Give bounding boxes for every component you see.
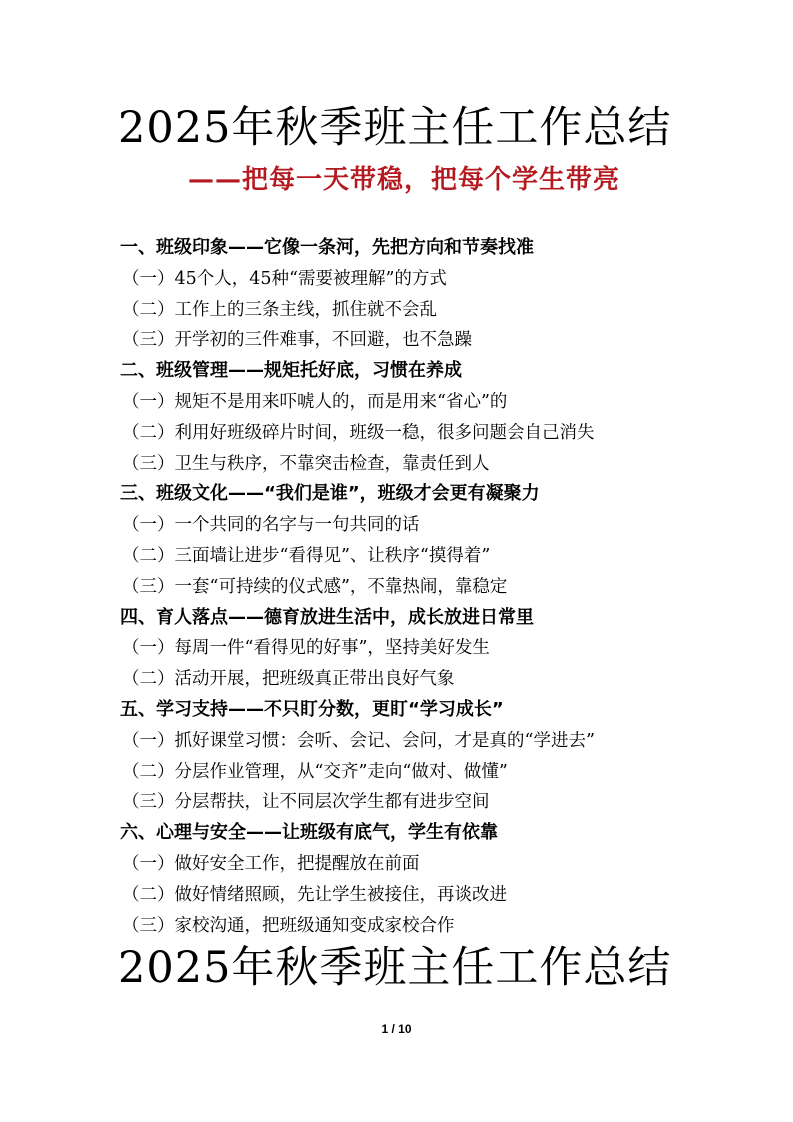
section-heading-6: 六、心理与安全——让班级有底气，学生有依靠 (120, 822, 498, 844)
section-2-item-1: （一）规矩不是用来吓唬人的，而是用来“省心”的 (122, 391, 508, 412)
section-heading-4: 四、育人落点——德育放进生活中，成长放进日常里 (120, 606, 534, 628)
section-3-item-2: （二）三面墙让进步“看得见”、让秩序“摸得着” (122, 545, 491, 566)
document-subtitle: ——把每一天带稳，把每个学生带亮 (188, 165, 621, 195)
section-6-item-2: （二）做好情绪照顾，先让学生被接住，再谈改进 (122, 884, 507, 905)
section-6-item-1: （一）做好安全工作，把提醒放在前面 (122, 853, 420, 874)
section-6-item-3: （三）家校沟通，把班级通知变成家校合作 (122, 915, 455, 936)
section-heading-1: 一、班级印象——它像一条河，先把方向和节奏找准 (120, 237, 534, 258)
section-5-item-2: （二）分层作业管理，从“交齐”走向“做对、做懂” (122, 761, 508, 782)
section-3-item-3: （三）一套“可持续的仪式感”，不靠热闹，靠稳定 (122, 576, 508, 597)
outline (120, 233, 720, 941)
section-5-item-3: （三）分层帮扶，让不同层次学生都有进步空间 (122, 792, 490, 813)
section-5-item-1: （一）抓好课堂习惯：会听、会记、会问，才是真的“学进去” (122, 730, 595, 751)
section-1-item-3: （三）开学初的三件难事，不回避，也不急躁 (122, 330, 472, 351)
section-1-item-1: （一）45个人，45种“需要被理解”的方式 (122, 268, 447, 289)
section-heading-5: 五、学习支持——不只盯分数，更盯“学习成长” (120, 698, 504, 720)
section-2-item-3: （三）卫生与秩序，不靠突击检查，靠责任到人 (122, 453, 490, 474)
section-4-item-1: （一）每周一件“看得见的好事”，坚持美好发生 (122, 638, 490, 659)
page-indicator: 1 / 10 (381, 1022, 412, 1036)
document-title: 2025年秋季班主任工作总结 (118, 103, 672, 153)
document-title-repeat: 2025年秋季班主任工作总结 (118, 943, 672, 993)
section-heading-3: 三、班级文化——“我们是谁”，班级才会更有凝聚力 (120, 483, 540, 505)
section-2-item-2: （二）利用好班级碎片时间，班级一稳，很多问题会自己消失 (122, 422, 595, 443)
section-heading-2: 二、班级管理——规矩托好底，习惯在养成 (120, 360, 462, 382)
section-4-item-2: （二）活动开展，把班级真正带出良好气象 (122, 669, 455, 690)
section-3-item-1: （一）一个共同的名字与一句共同的话 (122, 515, 420, 536)
section-1-item-2: （二）工作上的三条主线，抓住就不会乱 (122, 299, 437, 320)
